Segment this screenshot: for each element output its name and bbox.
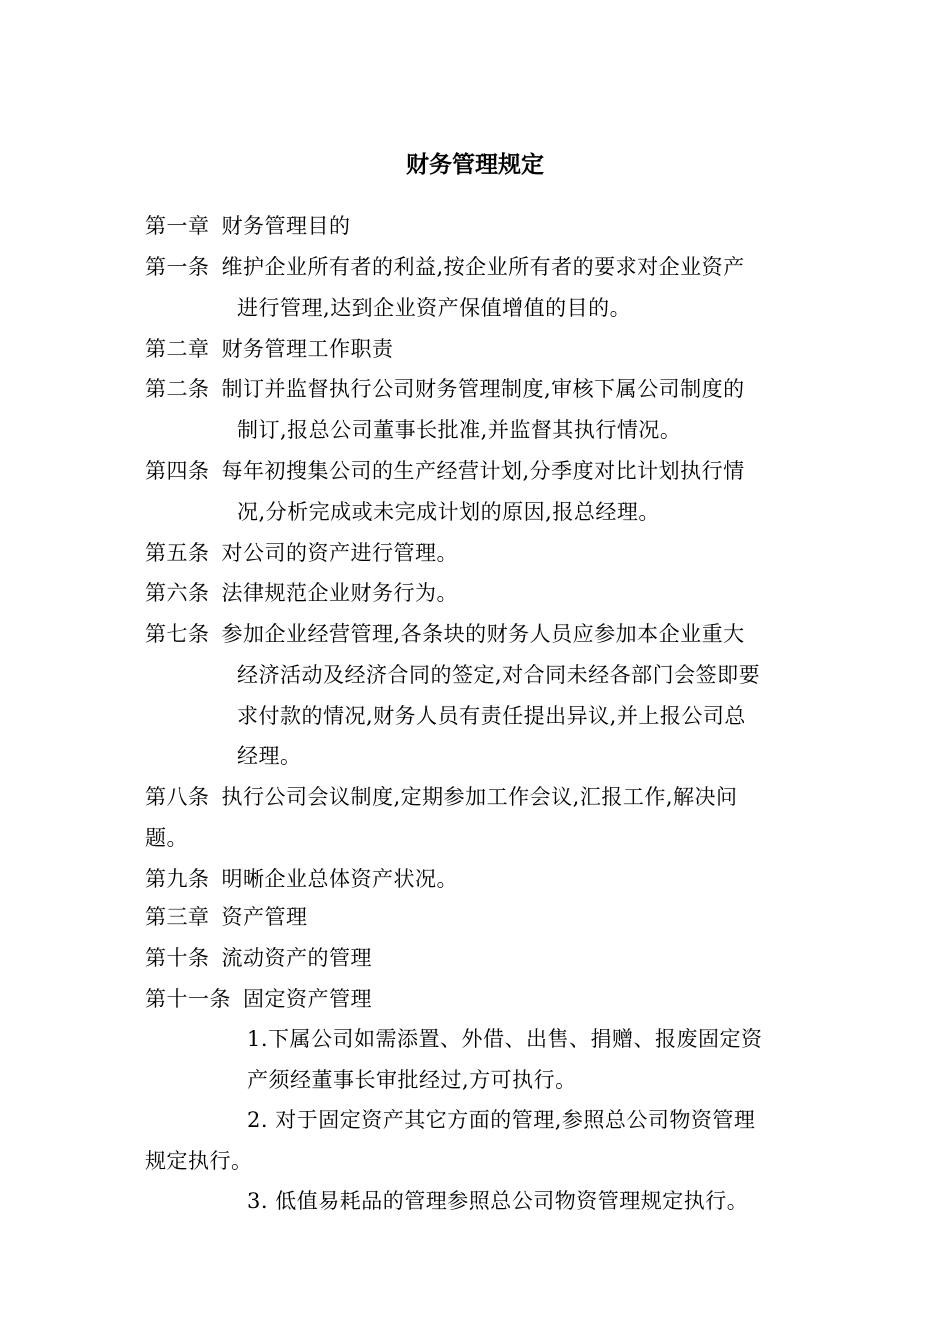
article-1 [145,252,745,282]
chapter-label: 第一章 [145,214,210,238]
article-9 [145,864,458,894]
article-label: 第五条 [145,541,210,565]
article-label: 第七条 [145,622,210,646]
article-label: 第二条 [145,377,210,401]
article-text: 参加企业经营管理,各条块的财务人员应参加本企业重大 [221,622,745,646]
page-title: 财务管理规定 [406,152,544,178]
chapter-label: 第二章 [145,337,210,361]
article-label: 第一条 [145,255,210,279]
article-2 [145,374,745,404]
article-text: 每年初搜集公司的生产经营计划,分季度对比计划执行情 [221,459,745,483]
article-label: 第四条 [145,459,210,483]
article-text: 流动资产的管理 [221,946,372,970]
article-7 [145,619,745,649]
article-4 [145,456,745,486]
chapter-title: 财务管理目的 [221,214,351,238]
article-text: 固定资产管理 [243,987,372,1011]
article-7-line-3: 求付款的情况,财务人员有责任提出异议,并上报公司总 [237,704,746,728]
article-6 [145,578,458,608]
chapter-2 [145,334,394,364]
article-8 [145,782,738,812]
chapter-1 [145,211,351,241]
article-4-line-2: 况,分析完成或未完成计划的原因,报总经理。 [237,500,660,524]
article-text: 维护企业所有者的利益,按企业所有者的要求对企业资产 [221,255,745,279]
article-label: 第九条 [145,867,210,891]
article-5 [145,538,458,568]
article-7-line-4: 经理。 [237,744,302,768]
article-label: 第六条 [145,581,210,605]
article-label: 第八条 [145,785,210,809]
article-text: 明晰企业总体资产状况。 [221,867,458,891]
article-text: 法律规范企业财务行为。 [221,581,458,605]
article-11 [145,984,372,1014]
item-3-line-1: 3. 低值易耗品的管理参照总公司物资管理规定执行。 [247,1189,749,1213]
item-2-line-1: 2. 对于固定资产其它方面的管理,参照总公司物资管理 [247,1108,756,1132]
item-1-line-1: 1.下属公司如需添置、外借、出售、捐赠、报废固定资 [247,1027,763,1051]
item-1-line-2: 产须经董事长审批经过,方可执行。 [247,1068,577,1092]
article-10 [145,943,372,973]
article-1-line-2: 进行管理,达到企业资产保值增值的目的。 [237,296,632,320]
article-text: 对公司的资产进行管理。 [221,541,458,565]
chapter-3 [145,902,308,932]
article-2-line-2: 制订,报总公司董事长批准,并监督其执行情况。 [237,418,682,442]
chapter-title: 财务管理工作职责 [221,337,394,361]
article-text: 制订并监督执行公司财务管理制度,审核下属公司制度的 [221,377,745,401]
chapter-title: 资产管理 [221,905,308,929]
article-label: 第十条 [145,946,210,970]
article-7-line-2: 经济活动及经济合同的签定,对合同未经各部门会签即要 [237,663,761,687]
item-2-line-2: 规定执行。 [145,1149,253,1173]
article-text: 执行公司会议制度,定期参加工作会议,汇报工作,解决问 [221,785,738,809]
article-label: 第十一条 [145,987,231,1011]
article-8-line-2: 题。 [145,826,188,850]
chapter-label: 第三章 [145,905,210,929]
